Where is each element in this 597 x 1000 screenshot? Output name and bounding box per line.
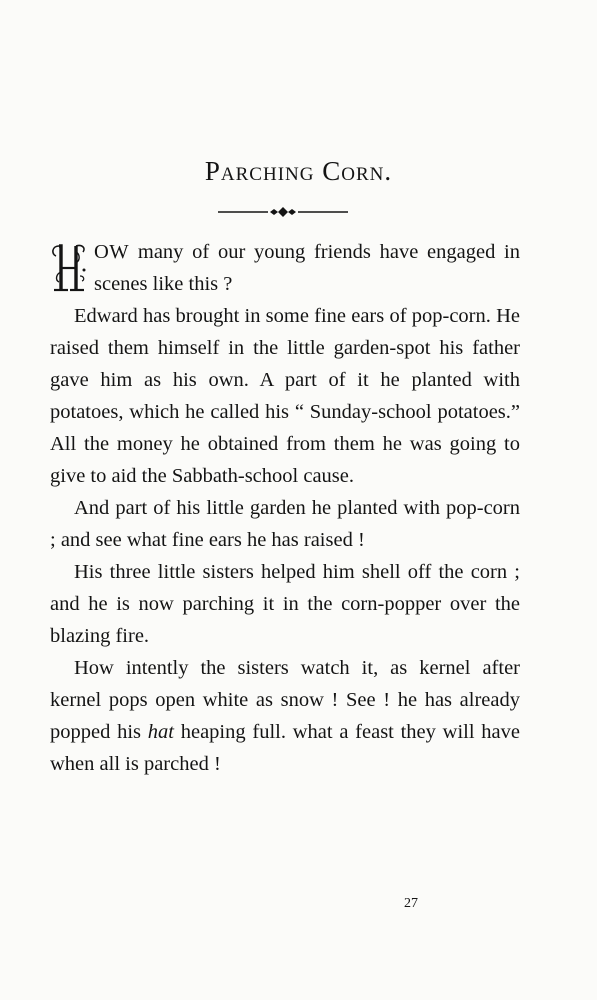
paragraph-3: And part of his little garden he planted with pop-corn ; and see what fine ears he has raised ! <box>50 497 520 551</box>
paragraph-4: His three little sisters helped him shell off the corn ; and he is now parching it in the corn-popper over the blazing fire. <box>50 561 520 647</box>
page-number: 27 <box>404 896 418 911</box>
paragraph-5 <box>50 652 520 780</box>
paragraph-5-text-before: How intently the sisters watch it, as kernel after kernel pops open white as snow ! See ! he has already popped his <box>50 657 520 743</box>
dropcap-h-ornament <box>50 240 88 298</box>
paragraph-1-text: many of our young friends have engaged in scenes like this ? <box>94 241 520 295</box>
title-ornament <box>218 206 348 218</box>
body-text <box>50 236 520 780</box>
first-word-rest: OW <box>94 241 130 263</box>
paragraph-2: Edward has brought in some fine ears of pop-corn. He raised them himself in the little garden-spot his father gave him as his own. A part of it he planted with potatoes, which he called his “ Sunday-school potatoes.” All the money he obtained from them he was going to give to aid the Sabbath-school cause. <box>50 305 520 487</box>
chapter-title: Parching Corn. <box>204 156 393 186</box>
paragraph-1 <box>50 236 520 300</box>
paragraph-5-text-after: heaping full. what a feast they will have when all is parched ! <box>50 721 520 775</box>
paragraph-5-italic-word: hat <box>147 721 174 743</box>
